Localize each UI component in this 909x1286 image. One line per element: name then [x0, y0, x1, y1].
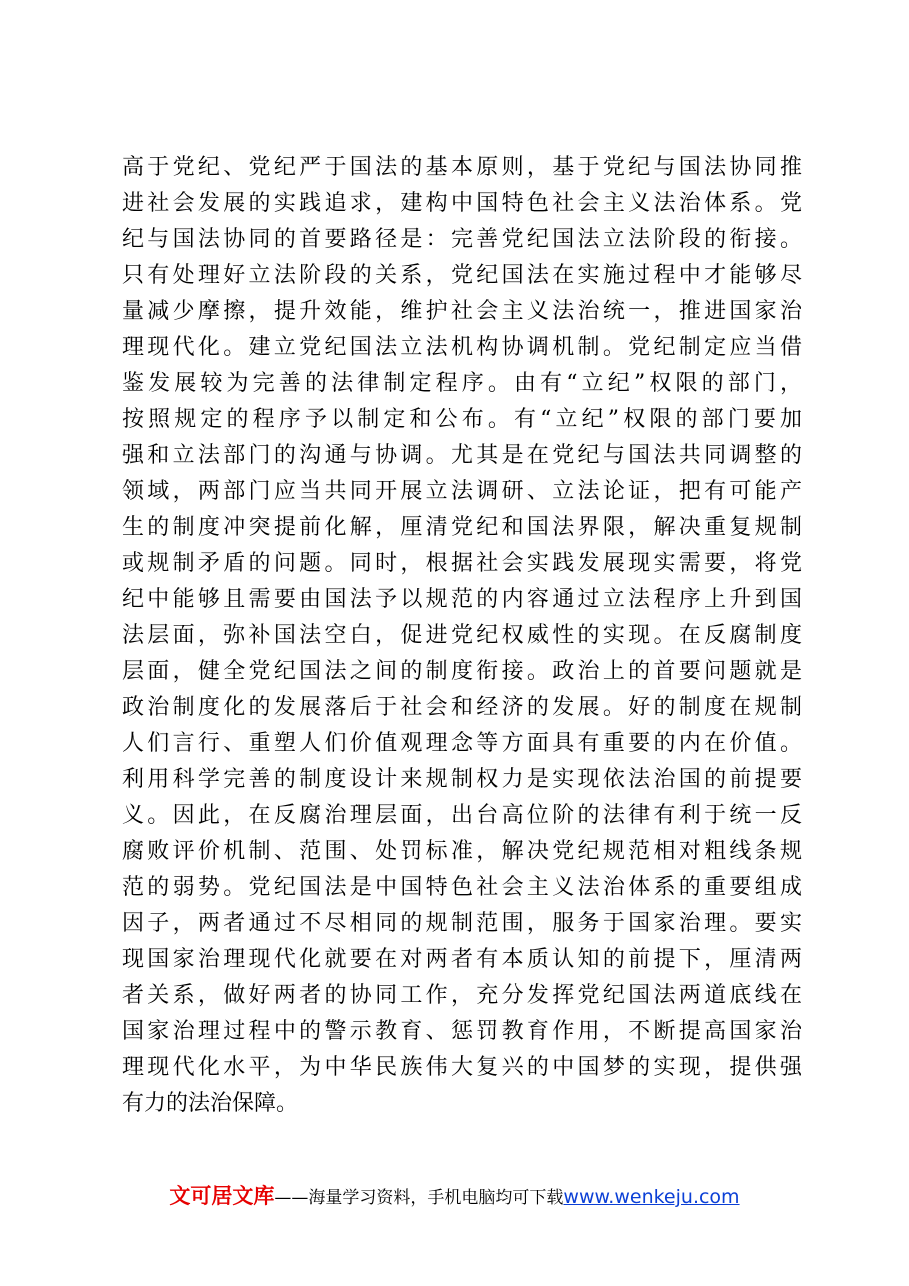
body-line: 领域，两部门应当共同开展立法调研、立法论证，把有可能产: [122, 479, 802, 504]
body-line: 政治制度化的发展落后于社会和经济的发展。好的制度在规制: [122, 695, 802, 720]
body-line: 纪中能够且需要由国法予以规范的内容通过立法程序上升到国: [122, 587, 802, 612]
body-line: 者关系，做好两者的协同工作，充分发挥党纪国法两道底线在: [122, 983, 802, 1008]
body-line: 现国家治理现代化就要在对两者有本质认知的前提下，厘清两: [122, 947, 802, 972]
body-line: 理现代化水平，为中华民族伟大复兴的中国梦的实现，提供强: [122, 1055, 802, 1080]
body-line: 只有处理好立法阶段的关系，党纪国法在实施过程中才能够尽: [122, 263, 802, 288]
body-line: 层面，健全党纪国法之间的制度衔接。政治上的首要问题就是: [122, 659, 802, 684]
body-line: 或规制矛盾的问题。同时，根据社会实践发展现实需要，将党: [122, 551, 802, 576]
body-line: 鉴发展较为完善的法律制定程序。由有“立纪”权限的部门，: [122, 371, 802, 396]
body-line: 按照规定的程序予以制定和公布。有“立纪”权限的部门要加: [122, 407, 802, 432]
body-line: 有力的法治保障。: [122, 1091, 299, 1116]
body-line: 生的制度冲突提前化解，厘清党纪和国法界限，解决重复规制: [122, 515, 802, 540]
footer-website-link[interactable]: www.wenkeju.com: [563, 1186, 740, 1208]
footer-banner: [0, 1180, 909, 1210]
body-line: 高于党纪、党纪严于国法的基本原则，基于党纪与国法协同推: [122, 155, 802, 180]
body-line: 法层面，弥补国法空白，促进党纪权威性的实现。在反腐制度: [122, 623, 802, 648]
body-line: 纪与国法协同的首要路径是：完善党纪国法立法阶段的衔接。: [122, 227, 802, 252]
body-line: 强和立法部门的沟通与协调。尤其是在党纪与国法共同调整的: [122, 443, 802, 468]
body-line: 量减少摩擦，提升效能，维护社会主义法治统一，推进国家治: [122, 299, 802, 324]
footer-slogan: ——海量学习资料，手机电脑均可下载: [274, 1188, 564, 1208]
body-line: 进社会发展的实践追求，建构中国特色社会主义法治体系。党: [122, 191, 802, 216]
body-line: 理现代化。建立党纪国法立法机构协调机制。党纪制定应当借: [122, 335, 802, 360]
body-line: 腐败评价机制、范围、处罚标准，解决党纪规范相对粗线条规: [122, 839, 802, 864]
body-line: 国家治理过程中的警示教育、惩罚教育作用，不断提高国家治: [122, 1019, 802, 1044]
body-line: 利用科学完善的制度设计来规制权力是实现依法治国的前提要: [122, 767, 802, 792]
footer-brand: 文可居文库: [169, 1184, 275, 1208]
body-line: 义。因此，在反腐治理层面，出台高位阶的法律有利于统一反: [122, 803, 802, 828]
article-body: [122, 150, 802, 1122]
body-line: 人们言行、重塑人们价值观理念等方面具有重要的内在价值。: [122, 731, 802, 756]
body-line: 因子，两者通过不尽相同的规制范围，服务于国家治理。要实: [122, 911, 802, 936]
body-line: 范的弱势。党纪国法是中国特色社会主义法治体系的重要组成: [122, 875, 802, 900]
